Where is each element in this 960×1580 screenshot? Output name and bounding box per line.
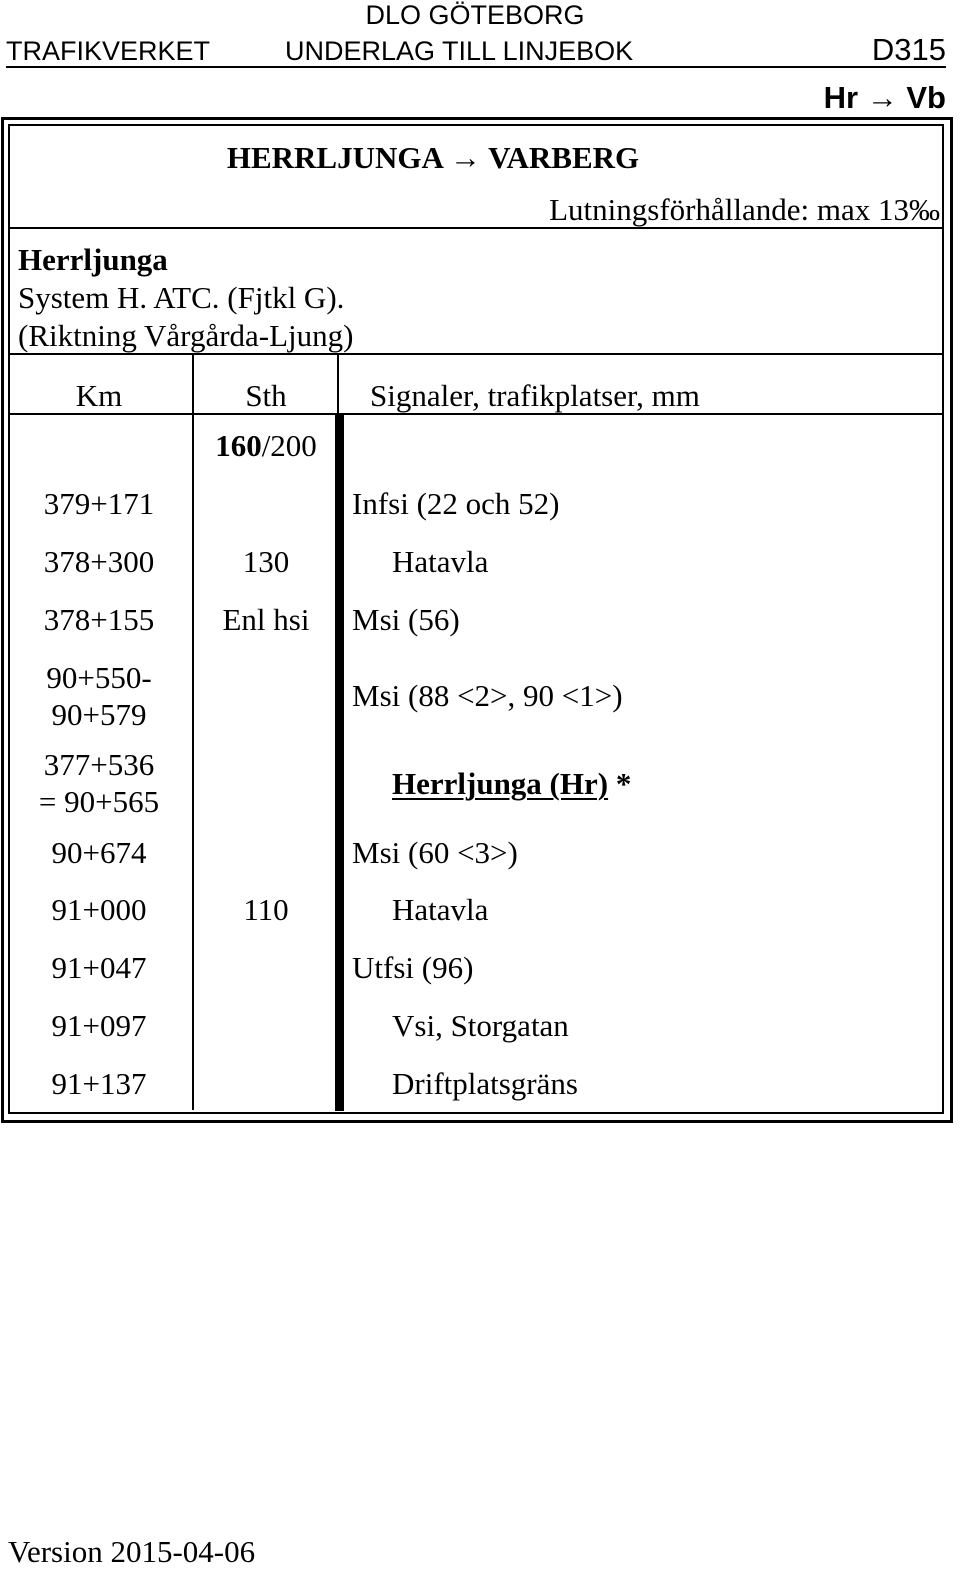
row-km: 377+536 [43,747,155,782]
row-signal: Vsi, Storgatan [392,1008,569,1043]
row-km: 90+674 [51,835,147,870]
column-header-km: Km [75,378,123,413]
column-separator [337,355,339,413]
station-link[interactable]: Herrljunga (Hr) [392,766,609,801]
station-system: System H. ATC. (Fjtkl G). [18,280,345,315]
row-km: 378+300 [43,544,155,579]
direction-to: Vb [906,80,946,115]
initial-speed-primary: 160 [215,428,262,463]
arrow-right-icon: → [449,140,481,175]
row-sth: 110 [243,892,289,927]
row-km: = 90+565 [38,784,160,819]
row-sth: Enl hsi [222,602,310,637]
row-signal: Infsi (22 och 52) [352,486,560,521]
row-signal: Utfsi (96) [352,950,474,985]
station-row [392,766,631,802]
arrow-right-icon: → [866,80,898,115]
row-signal: Hatavla [392,892,489,927]
route-title [0,140,866,176]
row-km: 91+000 [51,892,147,927]
row-signal: Hatavla [392,544,489,579]
row-sth: 130 [242,544,290,579]
direction-label [824,80,946,116]
document-subtitle: UNDERLAG TILL LINJEBOK [285,36,634,66]
column-header-signals: Signaler, trafikplatser, mm [370,378,700,413]
row-km: 90+550- [46,660,152,695]
column-header-sth: Sth [245,378,287,413]
district-title: DLO GÖTEBORG [365,0,585,30]
route-from: HERRLJUNGA [226,140,443,175]
column-separator [192,355,194,1110]
header-rule [6,66,946,68]
initial-speed [193,428,339,464]
row-signal: Msi (56) [352,602,460,637]
divider [8,413,942,415]
organisation-name: TRAFIKVERKET [6,36,211,66]
document-code: D315 [871,32,946,67]
divider [8,227,942,229]
direction-from: Hr [823,80,859,115]
gradient-info: Lutningsförhållande: max 13‰ [549,192,940,227]
track-line [335,414,344,1111]
divider [8,353,942,355]
row-signal: Msi (60 <3>) [352,835,518,870]
row-km: 379+171 [43,486,155,521]
version-label: Version 2015-04-06 [8,1534,256,1569]
row-km: 91+047 [51,950,147,985]
initial-speed-secondary: /200 [261,428,317,463]
row-km: 91+137 [51,1066,147,1101]
row-km: 90+579 [51,697,147,732]
row-km: 91+097 [51,1008,147,1043]
station-direction: (Riktning Vårgårda-Ljung) [18,318,354,353]
row-km: 378+155 [43,602,155,637]
station-name: Herrljunga [18,242,168,277]
station-marker: * [608,766,632,801]
row-signal: Msi (88 <2>, 90 <1>) [352,678,623,713]
route-to: VARBERG [488,140,640,175]
row-signal: Driftplatsgräns [392,1066,578,1101]
